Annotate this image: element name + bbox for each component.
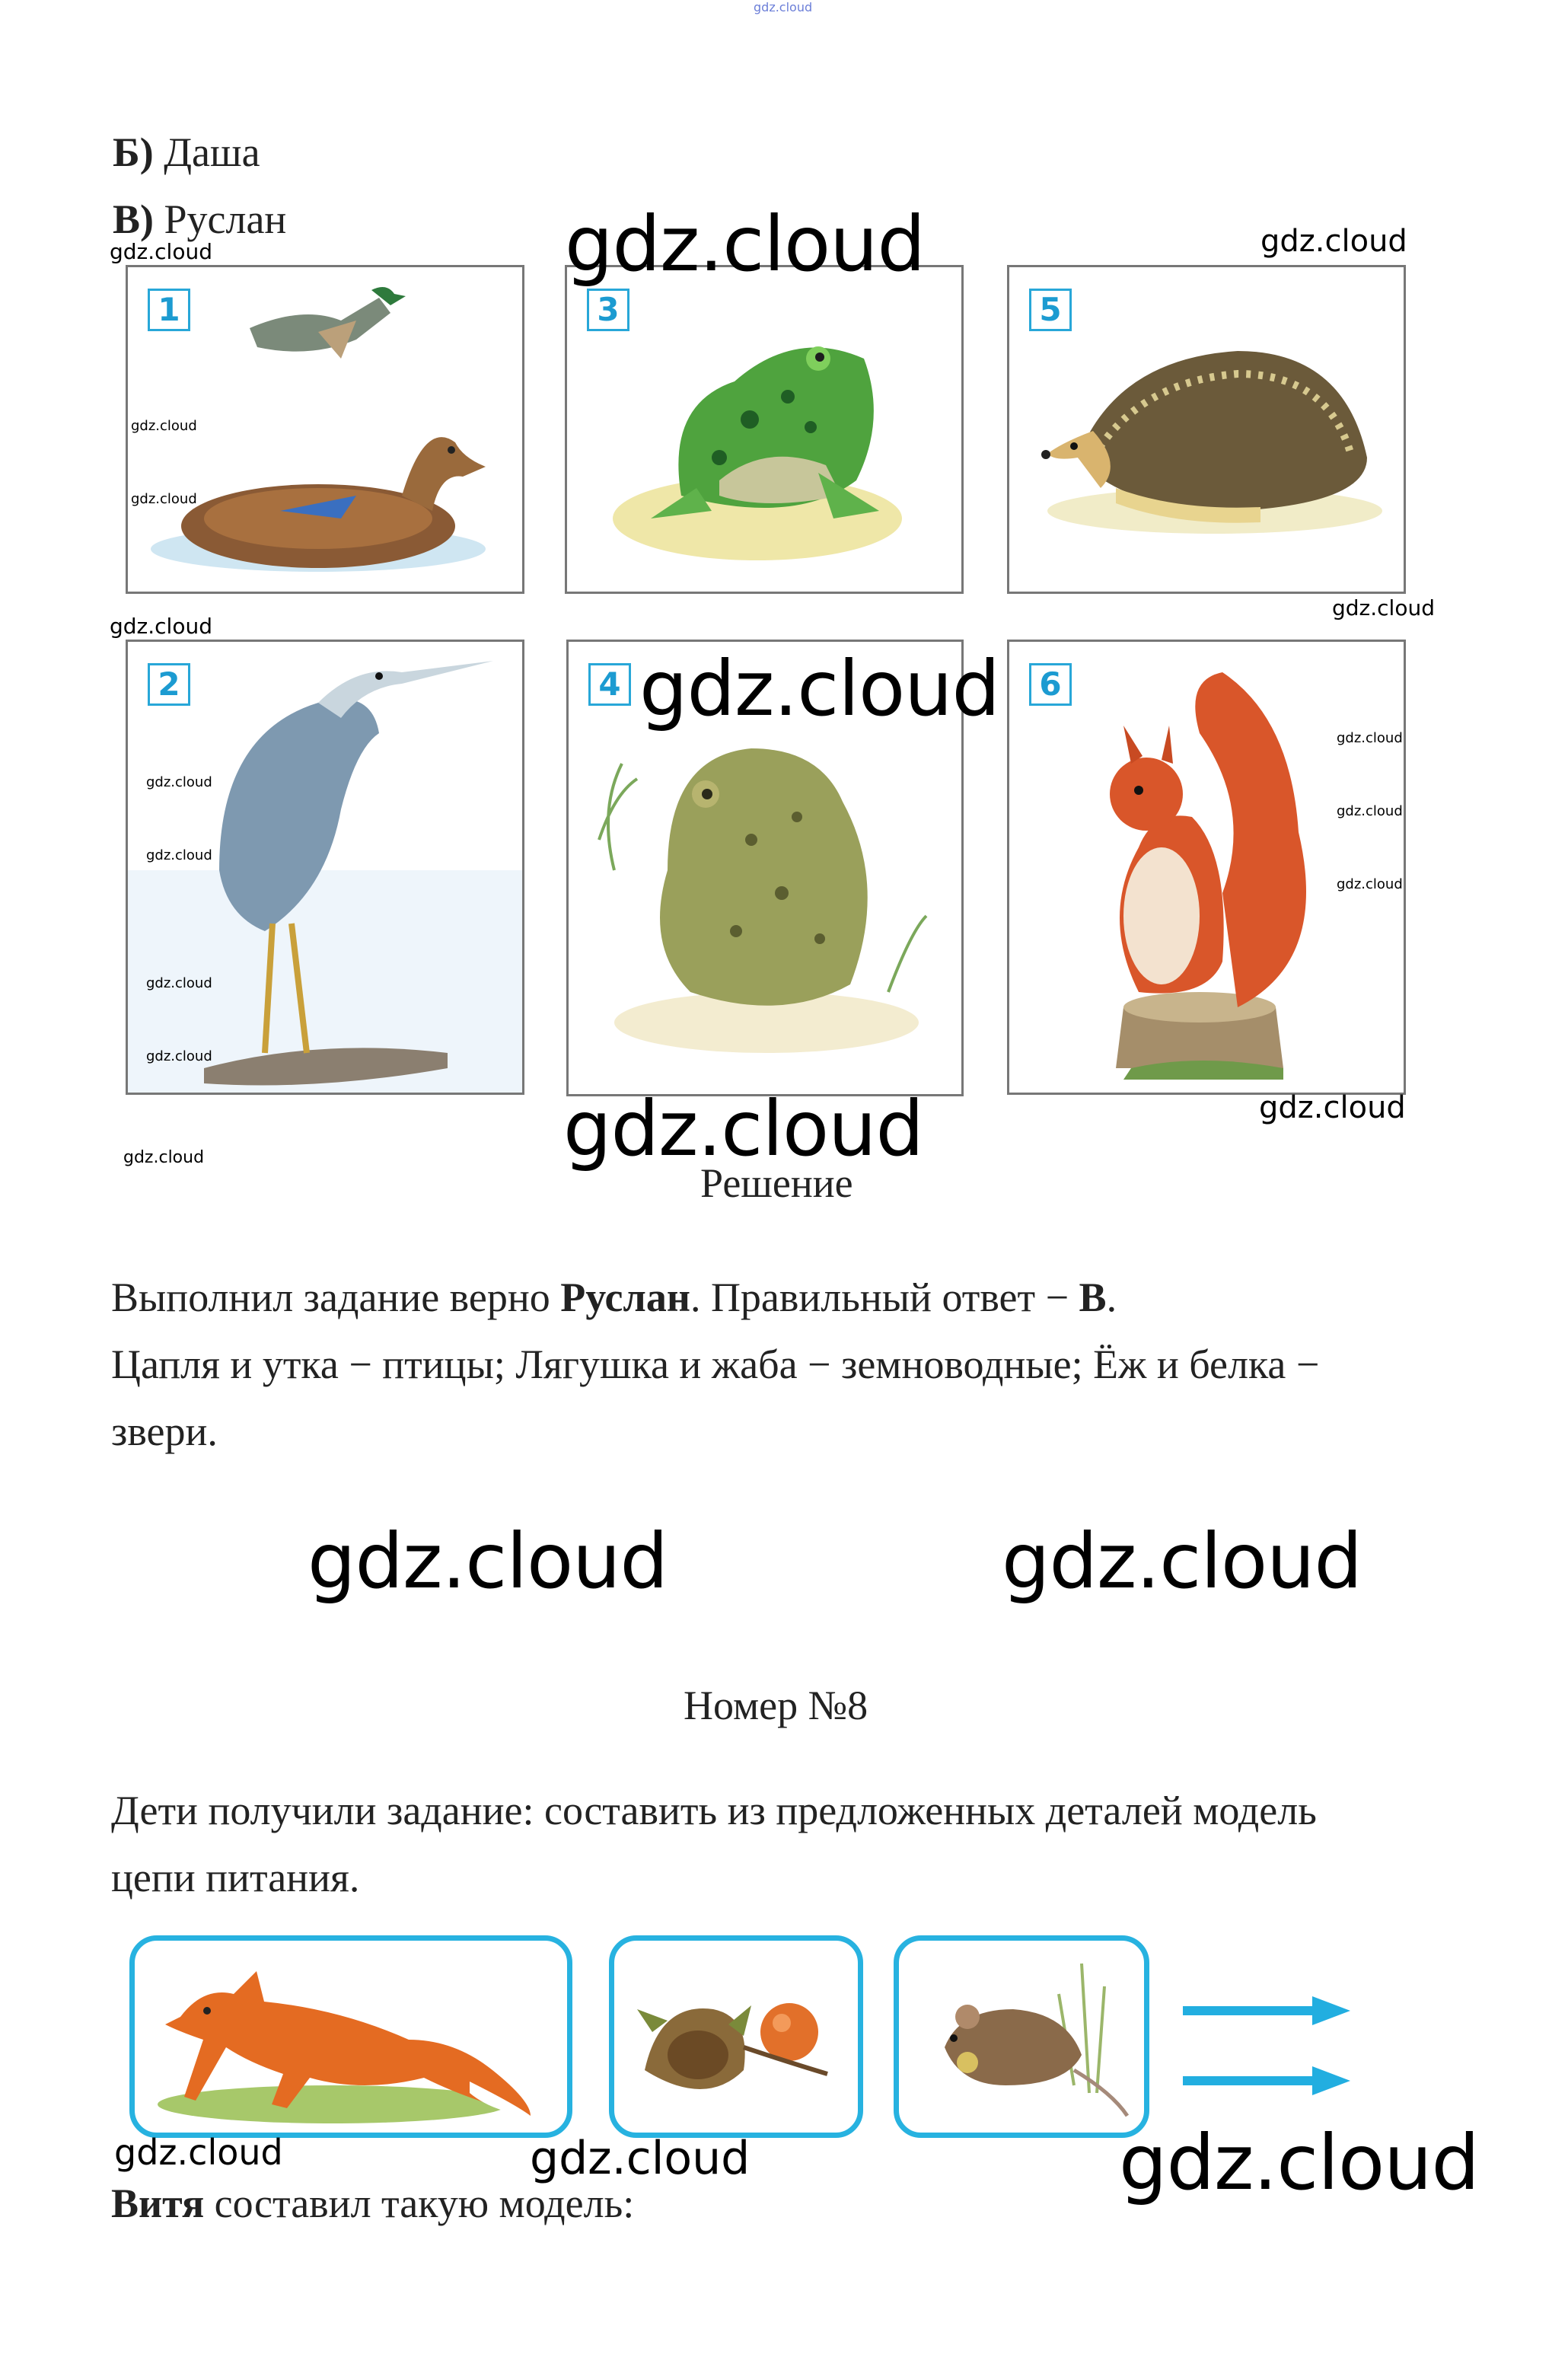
- watermark: gdz.cloud: [1259, 1090, 1406, 1125]
- card-watermark: gdz.cloud: [1337, 803, 1403, 819]
- watermark: gdz.cloud: [1002, 1517, 1362, 1606]
- card-squirrel: [1007, 640, 1406, 1095]
- watermark: gdz.cloud: [565, 199, 926, 289]
- card-hedgehog: [1007, 265, 1406, 594]
- card-heron: [126, 640, 524, 1095]
- card-watermark: gdz.cloud: [146, 847, 212, 863]
- solution-name: Руслан: [560, 1275, 690, 1320]
- solution-answer: В: [1079, 1275, 1107, 1320]
- chain-item-nuts: [609, 1935, 863, 2138]
- vitya-line: [111, 2170, 634, 2237]
- fox-illustration: [135, 1941, 567, 2133]
- solution-line3: звери.: [111, 1409, 218, 1454]
- arrow-right-icon: [1183, 1995, 1352, 2027]
- card-watermark: gdz.cloud: [131, 491, 197, 507]
- card-number: 2: [148, 663, 190, 706]
- task8-heading: Номер №8: [684, 1683, 868, 1728]
- heron-illustration: [128, 642, 522, 1093]
- solution-text: Выполнил задание верно: [111, 1275, 561, 1320]
- squirrel-illustration: [1009, 642, 1404, 1093]
- card-number: 5: [1029, 289, 1072, 331]
- card-watermark: gdz.cloud: [1337, 876, 1403, 892]
- watermark: gdz.cloud: [639, 644, 1000, 733]
- vitya-name: Витя: [111, 2181, 205, 2226]
- option-v-letter: В): [113, 196, 154, 242]
- task8-line1: Дети получили задание: составить из предложенных деталей модель: [111, 1788, 1317, 1833]
- option-v-name: Руслан: [164, 196, 287, 242]
- option-b-name: Даша: [164, 129, 260, 175]
- watermark: gdz.cloud: [1119, 2118, 1480, 2207]
- arrow-right-icon: [1183, 2065, 1352, 2097]
- chain-item-mouse: [894, 1935, 1149, 2138]
- solution-text: . Правильный ответ −: [690, 1275, 1079, 1320]
- watermark: gdz.cloud: [123, 1148, 205, 1167]
- card-watermark: gdz.cloud: [146, 774, 212, 790]
- card-number: 4: [588, 663, 631, 706]
- solution-heading: Решение: [700, 1160, 853, 1206]
- watermark: gdz.cloud: [110, 614, 212, 639]
- card-watermark: gdz.cloud: [131, 418, 197, 434]
- watermark: gdz.cloud: [114, 2132, 283, 2173]
- watermark: gdz.cloud: [308, 1517, 668, 1606]
- header-watermark: gdz.cloud: [754, 0, 813, 14]
- vitya-text: составил такую модель:: [204, 2181, 635, 2226]
- solution-text: .: [1106, 1275, 1117, 1320]
- watermark: gdz.cloud: [1260, 224, 1407, 259]
- option-b: [113, 119, 260, 186]
- card-duck: [126, 265, 524, 594]
- solution-line2: Цапля и утка − птицы; Лягушка и жаба − земноводные; Ёж и белка −: [111, 1342, 1320, 1387]
- card-watermark: gdz.cloud: [146, 1048, 212, 1064]
- solution-line1: [111, 1264, 1117, 1331]
- option-b-letter: Б): [113, 129, 154, 175]
- card-number: 3: [587, 289, 629, 331]
- watermark: gdz.cloud: [110, 239, 212, 264]
- card-number: 6: [1029, 663, 1072, 706]
- watermark: gdz.cloud: [1332, 595, 1435, 621]
- card-number: 1: [148, 289, 190, 331]
- task8-line2: цепи питания.: [111, 1855, 360, 1900]
- watermark: gdz.cloud: [563, 1084, 924, 1173]
- chain-item-fox: [129, 1935, 572, 2138]
- nuts-illustration: [614, 1941, 858, 2133]
- card-watermark: gdz.cloud: [1337, 730, 1403, 746]
- card-watermark: gdz.cloud: [146, 975, 212, 991]
- card-frog: [565, 265, 964, 594]
- watermark: gdz.cloud: [530, 2132, 751, 2185]
- mouse-illustration: [899, 1941, 1144, 2133]
